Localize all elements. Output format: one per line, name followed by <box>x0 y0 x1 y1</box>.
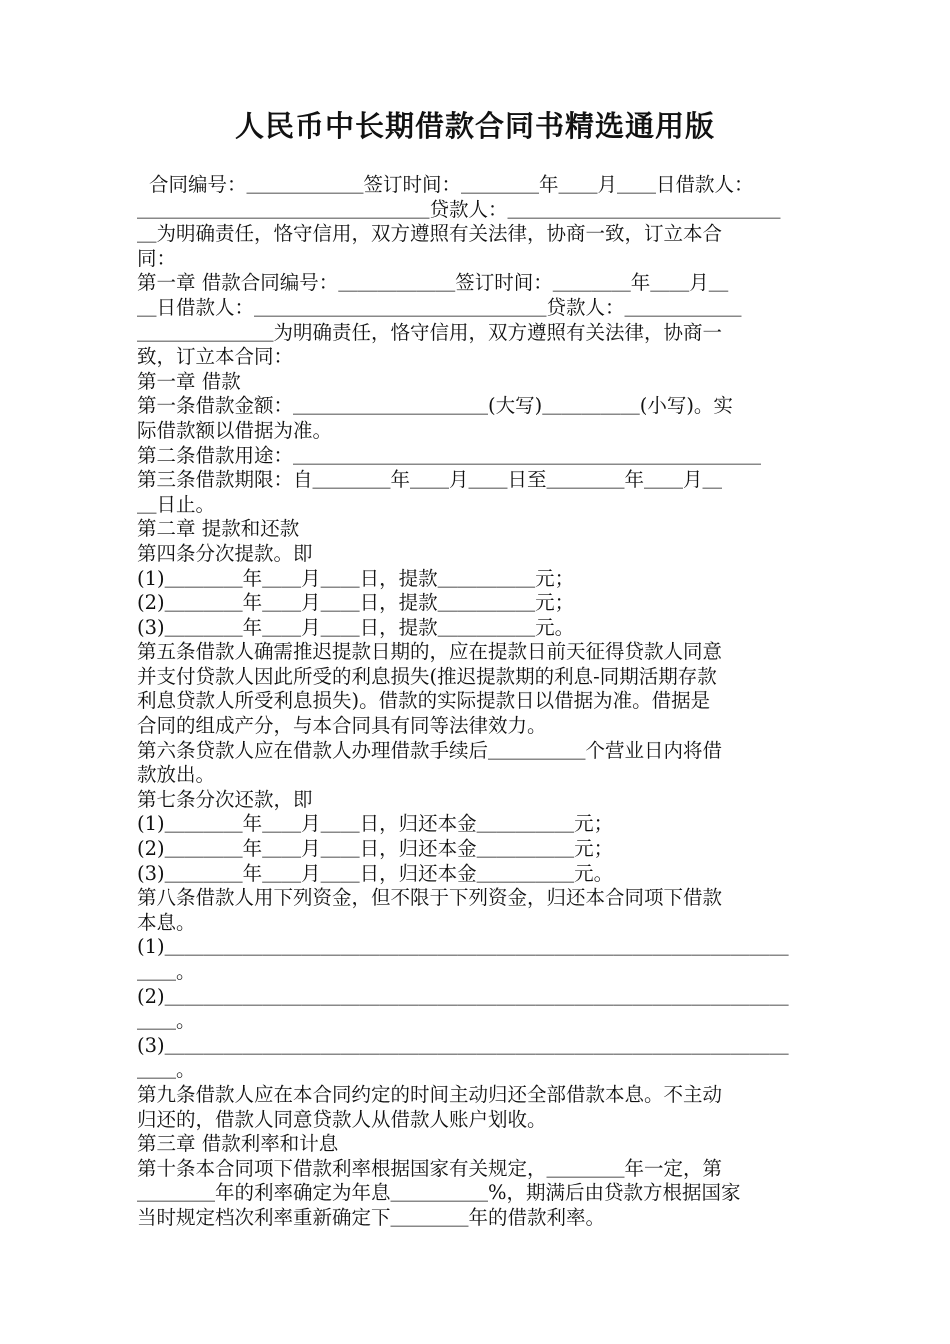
document-line: ＿＿。 <box>137 1058 196 1082</box>
document-line: (2)＿＿＿＿年＿＿月＿＿日，归还本金＿＿＿＿＿元； <box>137 837 614 861</box>
document-line: 第一章 借款 <box>137 369 241 393</box>
document-line: 际借款额以借据为准。 <box>137 418 333 442</box>
document-line: 第七条分次还款，即 <box>137 787 313 811</box>
document-line: 第一条借款金额：＿＿＿＿＿＿＿＿＿＿(大写)＿＿＿＿＿(小写)。实 <box>137 394 733 418</box>
document-line: ＿＿。 <box>137 960 196 983</box>
document-line: 本息。 <box>137 910 196 934</box>
document-line: (1)＿＿＿＿年＿＿月＿＿日，归还本金＿＿＿＿＿元； <box>137 812 614 836</box>
document-line: 第八条借款人用下列资金，但不限于下列资金，归还本合同项下借款 <box>137 886 723 910</box>
document-line: 第二条借款用途：＿＿＿＿＿＿＿＿＿＿＿＿＿＿＿＿＿＿＿＿＿＿＿＿ <box>137 443 762 467</box>
document-line: 第三条借款期限：自＿＿＿＿年＿＿月＿＿日至＿＿＿＿年＿＿月＿ <box>137 468 723 492</box>
document-line: 款放出。 <box>137 763 216 787</box>
document-line: 第二章 提款和还款 <box>137 517 300 541</box>
document-line: ＿＿。 <box>137 1009 196 1033</box>
document-line: (3)＿＿＿＿＿＿＿＿＿＿＿＿＿＿＿＿＿＿＿＿＿＿＿＿＿＿＿＿＿＿＿＿ <box>137 1033 789 1057</box>
document-line: (1)＿＿＿＿年＿＿月＿＿日，提款＿＿＿＿＿元； <box>137 566 575 590</box>
document-line: 第五条借款人确需推迟提款日期的，应在提款日前天征得贷款人同意 <box>137 640 723 664</box>
document-line: 第十条本合同项下借款利率根据国家有关规定，＿＿＿＿年一定，第 <box>137 1156 723 1180</box>
document-line: ＿＿＿＿＿＿＿＿＿＿＿＿＿＿＿贷款人：＿＿＿＿＿＿＿＿＿＿＿＿＿＿ <box>137 197 781 221</box>
document-line: 致，订立本合同： <box>137 345 294 369</box>
document-line: 合同编号：＿＿＿＿＿＿签订时间：＿＿＿＿年＿＿月＿＿日借款人： <box>149 173 754 196</box>
document-line: (3)＿＿＿＿年＿＿月＿＿日，提款＿＿＿＿＿元。 <box>137 615 575 639</box>
document-line: 同： <box>137 246 177 270</box>
document-line: 第四条分次提款。即 <box>137 541 313 565</box>
document-line: 合同的组成产分，与本合同具有同等法律效力。 <box>137 714 547 738</box>
document-line: 第三章 借款利率和计息 <box>137 1132 339 1156</box>
document-line: 归还的，借款人同意贷款人从借款人账户划收。 <box>137 1107 547 1131</box>
document-line: (3)＿＿＿＿年＿＿月＿＿日，归还本金＿＿＿＿＿元。 <box>137 861 614 885</box>
document-line: 第一章 借款合同编号：＿＿＿＿＿＿签订时间：＿＿＿＿年＿＿月＿ <box>137 271 729 295</box>
document-title: 人民币中长期借款合同书精选通用版 <box>234 109 715 143</box>
document-body <box>137 173 817 1231</box>
document-line: 利息贷款人所受利息损失)。借款的实际提款日以借据为准。借据是 <box>137 689 711 713</box>
document-line: 第六条贷款人应在借款人办理借款手续后＿＿＿＿＿个营业日内将借 <box>137 738 723 762</box>
document-line: (2)＿＿＿＿年＿＿月＿＿日，提款＿＿＿＿＿元； <box>137 591 575 615</box>
document-line: 并支付贷款人因此所受的利息损失(推迟提款期的利息-同期活期存款 <box>137 664 717 688</box>
document-line: 第九条借款人应在本合同约定的时间主动归还全部借款本息。不主动 <box>137 1082 723 1106</box>
document-line: ＿日止。 <box>137 492 216 516</box>
document-line: 当时规定档次利率重新确定下＿＿＿＿年的借款利率。 <box>137 1205 606 1229</box>
document-line: ＿日借款人：＿＿＿＿＿＿＿＿＿＿＿＿＿＿＿贷款人：＿＿＿＿＿＿ <box>137 295 742 319</box>
document-line: (2)＿＿＿＿＿＿＿＿＿＿＿＿＿＿＿＿＿＿＿＿＿＿＿＿＿＿＿＿＿＿＿＿ <box>137 984 789 1008</box>
document-line: ＿＿＿＿＿＿＿为明确责任，恪守信用，双方遵照有关法律，协商一 <box>137 320 723 344</box>
document-line: (1)＿＿＿＿＿＿＿＿＿＿＿＿＿＿＿＿＿＿＿＿＿＿＿＿＿＿＿＿＿＿＿＿ <box>137 935 789 959</box>
document-line: ＿为明确责任，恪守信用，双方遵照有关法律，协商一致，订立本合 <box>137 222 723 246</box>
document-line: ＿＿＿＿年的利率确定为年息＿＿＿＿＿%，期满后由贷款方根据国家 <box>137 1181 741 1205</box>
